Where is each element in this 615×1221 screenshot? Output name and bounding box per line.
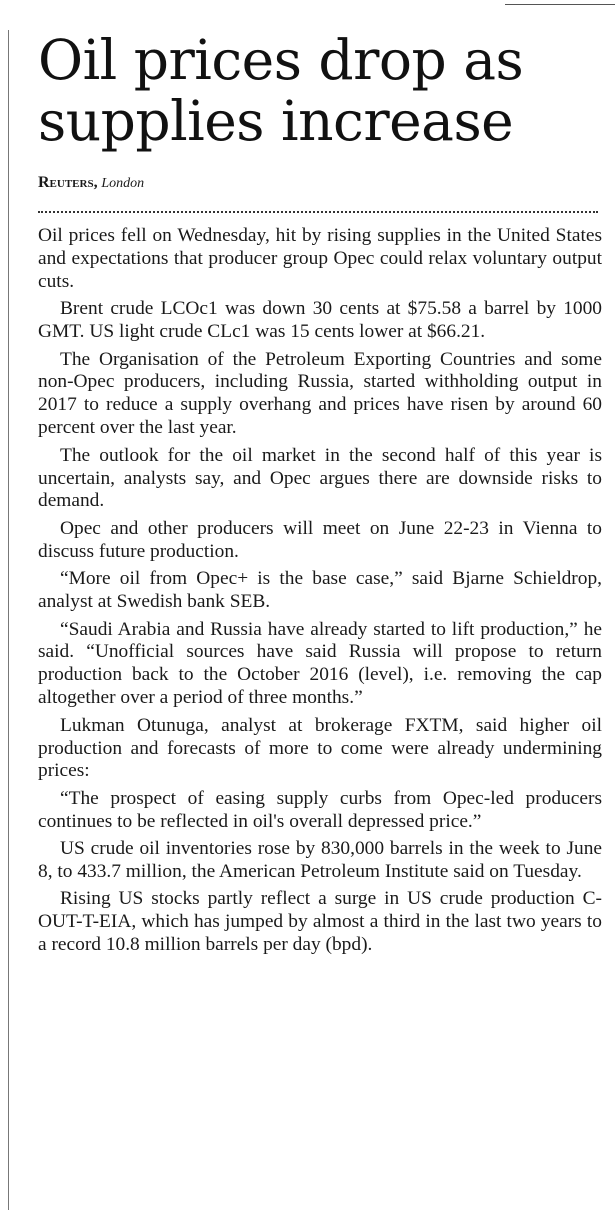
paragraph: The outlook for the oil market in the second half of this year is uncertain, analysts say, and Opec argues there are downside risks to demand. — [38, 444, 602, 512]
news-article — [38, 30, 602, 962]
headline: Oil prices drop as supplies increase — [38, 28, 524, 153]
byline-location: London — [101, 176, 145, 191]
byline — [38, 174, 602, 193]
paragraph: The Organisation of the Petroleum Exporting Countries and some non-Opec producers, including Russia, started withholding output in 2017 to reduce a supply overhang and prices have risen by around 60 percent over the last year. — [38, 348, 602, 439]
paragraph: “Saudi Arabia and Russia have already started to lift production,” he said. “Unofficial sources have said Russia will propose to return production back to the October 2016 (level), i.e. removing the cap altogether over a period of three months.” — [38, 618, 602, 709]
top-rule — [505, 4, 615, 5]
paragraph: Opec and other producers will meet on June 22-23 in Vienna to discuss future production. — [38, 517, 602, 562]
paragraph: “More oil from Opec+ is the base case,” said Bjarne Schieldrop, analyst at Swedish bank SEB. — [38, 568, 602, 613]
paragraph: Brent crude LCOc1 was down 30 cents at $75.58 a barrel by 1000 GMT. US light crude CLc1 was 15 cents lower at $66.21. — [38, 298, 602, 343]
paragraph: Oil prices fell on Wednesday, hit by rising supplies in the United States and expectations that producer group Opec could relax voluntary output cuts. — [38, 225, 602, 292]
column-rule — [8, 30, 9, 1210]
byline-agency: Reuters, — [38, 174, 98, 191]
dotted-divider — [38, 211, 598, 213]
paragraph: “The prospect of easing supply curbs from Opec-led producers continues to be reflected in oil's overall depressed price.” — [38, 787, 602, 832]
article-body — [38, 225, 602, 957]
paragraph: Lukman Otunuga, analyst at brokerage FXTM, said higher oil production and forecasts of more to come were already undermining prices: — [38, 714, 602, 782]
paragraph: US crude oil inventories rose by 830,000 barrels in the week to June 8, to 433.7 million, the American Petroleum Institute said on Tuesday. — [38, 838, 602, 883]
paragraph: Rising US stocks partly reflect a surge in US crude production C-OUT-T-EIA, which has jumped by almost a third in the last two years to a record 10.8 million barrels per day (bpd). — [38, 888, 602, 956]
